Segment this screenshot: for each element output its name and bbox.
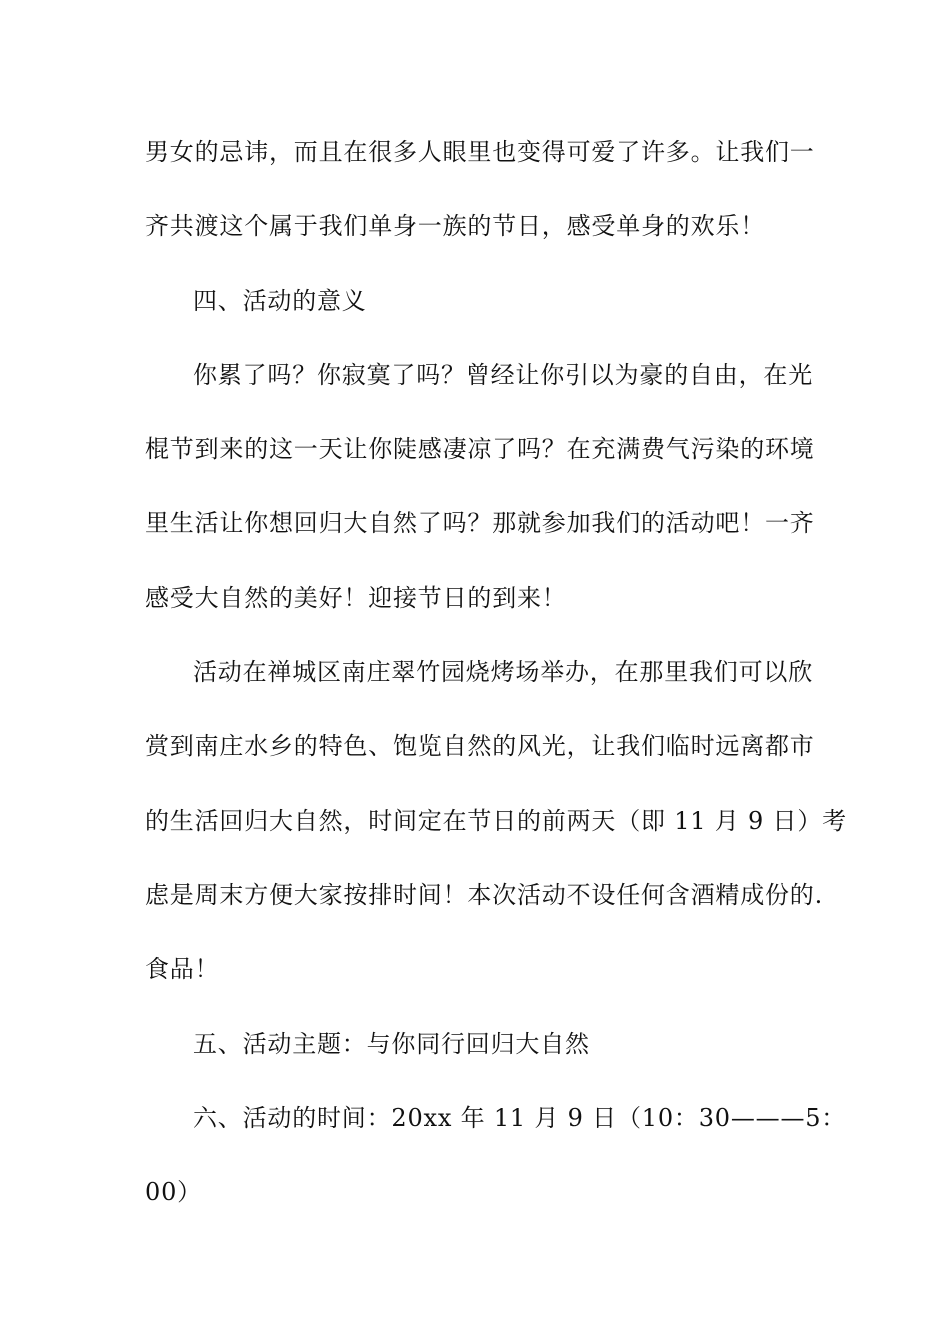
paragraph-line: 里生活让你想回归大自然了吗？那就参加我们的活动吧！一齐	[145, 509, 815, 537]
paragraph-line: 棍节到来的这一天让你陡感凄凉了吗？在充满费气污染的环境	[145, 435, 815, 463]
paragraph-line: 赏到南庄水乡的特色、饱览自然的风光，让我们临时远离都市	[145, 732, 815, 760]
paragraph-line: 感受大自然的美好！迎接节日的到来！	[145, 584, 567, 612]
section-heading-6: 六、活动的时间：20xx 年 11 月 9 日（10：30———5：	[193, 1104, 847, 1132]
paragraph-line: 齐共渡这个属于我们单身一族的节日，感受单身的欢乐！	[145, 212, 765, 240]
paragraph-line: 00）	[145, 1178, 202, 1206]
paragraph-line: 食品！	[145, 955, 220, 983]
paragraph-line: 活动在禅城区南庄翠竹园烧烤场举办，在那里我们可以欣	[193, 658, 813, 686]
paragraph-line: 的生活回归大自然，时间定在节日的前两天（即 11 月 9 日）考	[145, 807, 847, 835]
paragraph-line: 虑是周末方便大家按排时间！本次活动不设任何含酒精成份的.	[145, 881, 824, 909]
paragraph-line: 你累了吗？你寂寞了吗？曾经让你引以为豪的自由，在光	[193, 361, 813, 389]
paragraph-line: 男女的忌讳，而且在很多人眼里也变得可爱了许多。让我们一	[145, 138, 815, 166]
section-heading-5: 五、活动主题：与你同行回归大自然	[193, 1030, 590, 1058]
section-heading-4: 四、活动的意义	[193, 287, 367, 315]
